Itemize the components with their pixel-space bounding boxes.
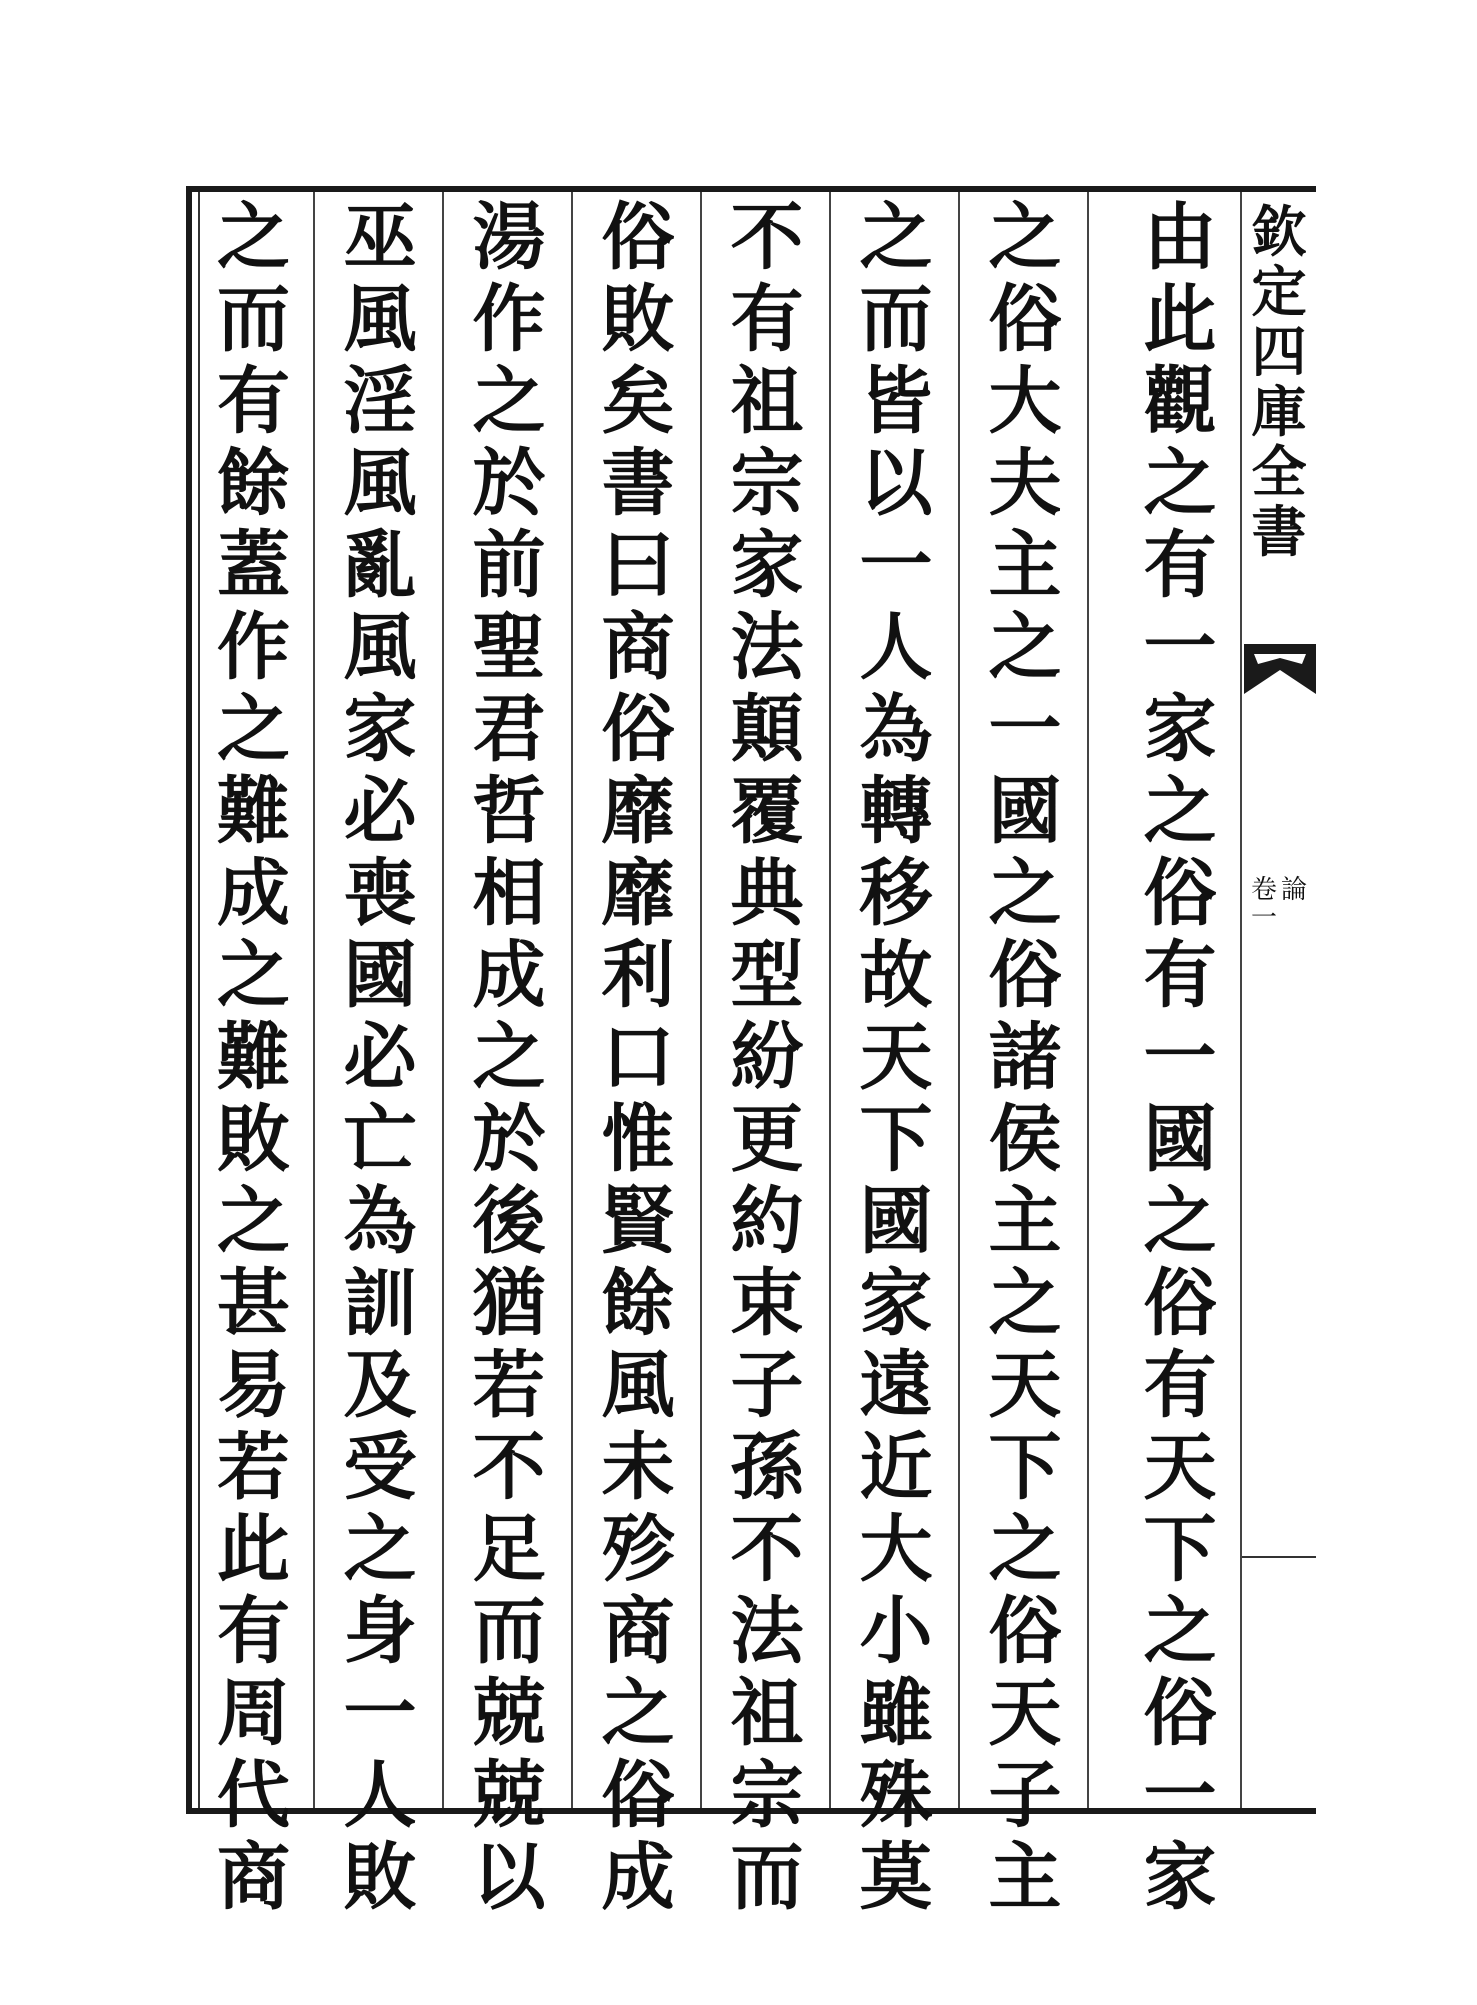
character: 國 — [988, 768, 1062, 854]
character: 侯 — [988, 1096, 1062, 1182]
character: 而 — [472, 1588, 546, 1674]
character: 大 — [859, 1506, 933, 1592]
character: 之 — [988, 850, 1062, 936]
character: 俗 — [988, 276, 1062, 362]
character: 之 — [217, 194, 290, 280]
character: 祖 — [730, 358, 804, 444]
character: 以 — [472, 1834, 546, 1920]
character: 巫 — [343, 194, 417, 280]
text-column — [194, 194, 313, 1920]
character: 雖 — [859, 1670, 933, 1756]
margin-column — [1242, 196, 1316, 1801]
character: 一 — [1143, 1752, 1217, 1838]
book-page — [186, 186, 1316, 1920]
character: 祖 — [730, 1670, 804, 1756]
column-divider — [571, 192, 573, 1808]
character: 惟 — [601, 1096, 675, 1182]
character: 聖 — [472, 604, 546, 690]
character: 之 — [217, 686, 290, 772]
character: 風 — [343, 604, 417, 690]
character: 不 — [730, 194, 804, 280]
character: 有 — [1143, 522, 1217, 608]
character: 口 — [601, 1014, 675, 1100]
char: 卷 — [1250, 875, 1277, 905]
character: 子 — [988, 1752, 1062, 1838]
character: 風 — [343, 276, 417, 362]
character: 之 — [472, 1014, 546, 1100]
character: 主 — [988, 1178, 1062, 1264]
character: 家 — [343, 686, 417, 772]
character: 有 — [217, 1588, 290, 1674]
character: 有 — [1143, 932, 1217, 1018]
character: 相 — [472, 850, 546, 936]
character: 紛 — [730, 1014, 804, 1100]
character: 一 — [1143, 1014, 1217, 1100]
character: 為 — [859, 686, 933, 772]
character: 天 — [988, 1342, 1062, 1428]
character: 矣 — [601, 358, 675, 444]
character: 之 — [1143, 1178, 1217, 1264]
fishtail-mark — [1244, 644, 1316, 694]
character: 轉 — [859, 768, 933, 854]
section-name — [1281, 876, 1307, 932]
character: 若 — [472, 1342, 546, 1428]
character: 皆 — [859, 358, 933, 444]
character: 有 — [217, 358, 290, 444]
character: 餘 — [601, 1260, 675, 1346]
character: 賢 — [601, 1178, 675, 1264]
character: 家 — [1143, 686, 1217, 772]
character: 莫 — [859, 1834, 933, 1920]
character: 之 — [217, 1178, 290, 1264]
character: 成 — [601, 1834, 675, 1920]
text-column — [963, 194, 1087, 1920]
character: 易 — [217, 1342, 290, 1428]
character: 之 — [988, 604, 1062, 690]
column-divider — [313, 192, 315, 1808]
character: 國 — [343, 932, 417, 1018]
character: 移 — [859, 850, 933, 936]
character: 風 — [343, 440, 417, 526]
character: 俗 — [1143, 1670, 1217, 1756]
column-divider — [829, 192, 831, 1808]
character: 前 — [472, 522, 546, 608]
char: 全 — [1251, 439, 1307, 504]
character: 君 — [472, 686, 546, 772]
text-column — [576, 194, 700, 1920]
character: 顛 — [730, 686, 804, 772]
character: 一 — [859, 522, 933, 608]
character: 足 — [472, 1506, 546, 1592]
character: 之 — [988, 1506, 1062, 1592]
character: 而 — [859, 276, 933, 362]
char: 庫 — [1251, 379, 1307, 444]
character: 身 — [343, 1588, 417, 1674]
character: 而 — [217, 276, 290, 362]
character: 湯 — [472, 194, 546, 280]
character: 之 — [1143, 1588, 1217, 1674]
character: 宗 — [730, 1752, 804, 1838]
character: 喪 — [343, 850, 417, 936]
character: 之 — [988, 194, 1062, 280]
character: 甚 — [217, 1260, 290, 1346]
section-label — [1248, 876, 1310, 932]
character: 之 — [1143, 768, 1217, 854]
character: 由 — [1143, 194, 1217, 280]
character: 更 — [730, 1096, 804, 1182]
character: 下 — [988, 1424, 1062, 1510]
text-column — [705, 194, 829, 1920]
character: 若 — [217, 1424, 290, 1510]
text-column — [318, 194, 442, 1920]
margin-rule — [1242, 1556, 1316, 1558]
character: 家 — [1143, 1834, 1217, 1920]
character: 下 — [1143, 1506, 1217, 1592]
text-column — [447, 194, 571, 1920]
character: 成 — [472, 932, 546, 1018]
character: 此 — [1143, 276, 1217, 362]
character: 家 — [859, 1260, 933, 1346]
character: 兢 — [472, 1670, 546, 1756]
character: 書 — [601, 440, 675, 526]
character: 以 — [859, 440, 933, 526]
character: 商 — [601, 1588, 675, 1674]
character: 兢 — [472, 1752, 546, 1838]
character: 受 — [343, 1424, 417, 1510]
character: 天 — [1143, 1424, 1217, 1510]
character: 一 — [988, 686, 1062, 772]
book-title — [1246, 199, 1312, 564]
character: 必 — [343, 768, 417, 854]
character: 國 — [1143, 1096, 1217, 1182]
character: 典 — [730, 850, 804, 936]
character: 之 — [601, 1670, 675, 1756]
character: 約 — [730, 1178, 804, 1264]
left-border — [186, 186, 192, 1814]
character: 為 — [343, 1178, 417, 1264]
character: 亡 — [343, 1096, 417, 1182]
character: 代 — [217, 1752, 290, 1838]
character: 近 — [859, 1424, 933, 1510]
character: 小 — [859, 1588, 933, 1674]
character: 敗 — [601, 276, 675, 362]
character: 下 — [859, 1096, 933, 1182]
character: 殄 — [601, 1506, 675, 1592]
character: 之 — [343, 1506, 417, 1592]
character: 諸 — [988, 1014, 1062, 1100]
character: 法 — [730, 604, 804, 690]
character: 蓋 — [217, 522, 290, 608]
char: 論 — [1281, 875, 1308, 905]
character: 成 — [217, 850, 290, 936]
char: 欽 — [1251, 199, 1307, 264]
character: 於 — [472, 1096, 546, 1182]
character: 於 — [472, 440, 546, 526]
character: 法 — [730, 1588, 804, 1674]
character: 難 — [217, 768, 290, 854]
character: 觀 — [1143, 358, 1217, 444]
character: 覆 — [730, 768, 804, 854]
character: 故 — [859, 932, 933, 1018]
character: 亂 — [343, 522, 417, 608]
char: 一 — [1250, 903, 1277, 933]
character: 風 — [601, 1342, 675, 1428]
volume-number — [1251, 876, 1277, 932]
character: 哲 — [472, 768, 546, 854]
character: 後 — [472, 1178, 546, 1264]
character: 及 — [343, 1342, 417, 1428]
character: 之 — [859, 194, 933, 280]
character: 之 — [988, 1260, 1062, 1346]
character: 此 — [217, 1506, 290, 1592]
column-divider — [958, 192, 960, 1808]
top-border — [186, 186, 1316, 192]
character: 俗 — [1143, 850, 1217, 936]
character: 殊 — [859, 1752, 933, 1838]
character: 不 — [472, 1424, 546, 1510]
character: 作 — [472, 276, 546, 362]
character: 天 — [859, 1014, 933, 1100]
character: 餘 — [217, 440, 290, 526]
column-divider — [442, 192, 444, 1808]
character: 子 — [730, 1342, 804, 1428]
character: 不 — [730, 1506, 804, 1592]
character: 主 — [988, 522, 1062, 608]
character: 宗 — [730, 440, 804, 526]
character: 必 — [343, 1014, 417, 1100]
character: 而 — [730, 1834, 804, 1920]
character: 敗 — [217, 1096, 290, 1182]
character: 天 — [988, 1670, 1062, 1756]
character: 商 — [217, 1834, 290, 1920]
character: 家 — [730, 522, 804, 608]
character: 之 — [1143, 440, 1217, 526]
text-column — [834, 194, 958, 1920]
character: 俗 — [1143, 1260, 1217, 1346]
character: 型 — [730, 932, 804, 1018]
character: 利 — [601, 932, 675, 1018]
character: 有 — [730, 276, 804, 362]
character: 一 — [1143, 604, 1217, 690]
character: 束 — [730, 1260, 804, 1346]
char: 四 — [1251, 319, 1307, 384]
character: 曰 — [601, 522, 675, 608]
character: 夫 — [988, 440, 1062, 526]
character: 訓 — [343, 1260, 417, 1346]
column-divider — [1087, 192, 1089, 1808]
character: 作 — [217, 604, 290, 690]
char: 書 — [1251, 499, 1307, 564]
character: 靡 — [601, 850, 675, 936]
character: 俗 — [988, 932, 1062, 1018]
text-column — [1121, 194, 1239, 1920]
character: 猶 — [472, 1260, 546, 1346]
character: 人 — [859, 604, 933, 690]
character: 難 — [217, 1014, 290, 1100]
character: 有 — [1143, 1342, 1217, 1428]
char: 定 — [1251, 259, 1307, 324]
character: 商 — [601, 604, 675, 690]
character: 俗 — [988, 1588, 1062, 1674]
character: 之 — [472, 358, 546, 444]
character: 人 — [343, 1752, 417, 1838]
character: 未 — [601, 1424, 675, 1510]
column-divider — [700, 192, 702, 1808]
character: 敗 — [343, 1834, 417, 1920]
character: 大 — [988, 358, 1062, 444]
character: 之 — [217, 932, 290, 1018]
character: 俗 — [601, 686, 675, 772]
character: 周 — [217, 1670, 290, 1756]
character: 俗 — [601, 194, 675, 280]
character: 主 — [988, 1834, 1062, 1920]
character: 靡 — [601, 768, 675, 854]
character: 孫 — [730, 1424, 804, 1510]
character: 俗 — [601, 1752, 675, 1838]
character: 國 — [859, 1178, 933, 1264]
character: 遠 — [859, 1342, 933, 1428]
character: 一 — [343, 1670, 417, 1756]
character: 淫 — [343, 358, 417, 444]
